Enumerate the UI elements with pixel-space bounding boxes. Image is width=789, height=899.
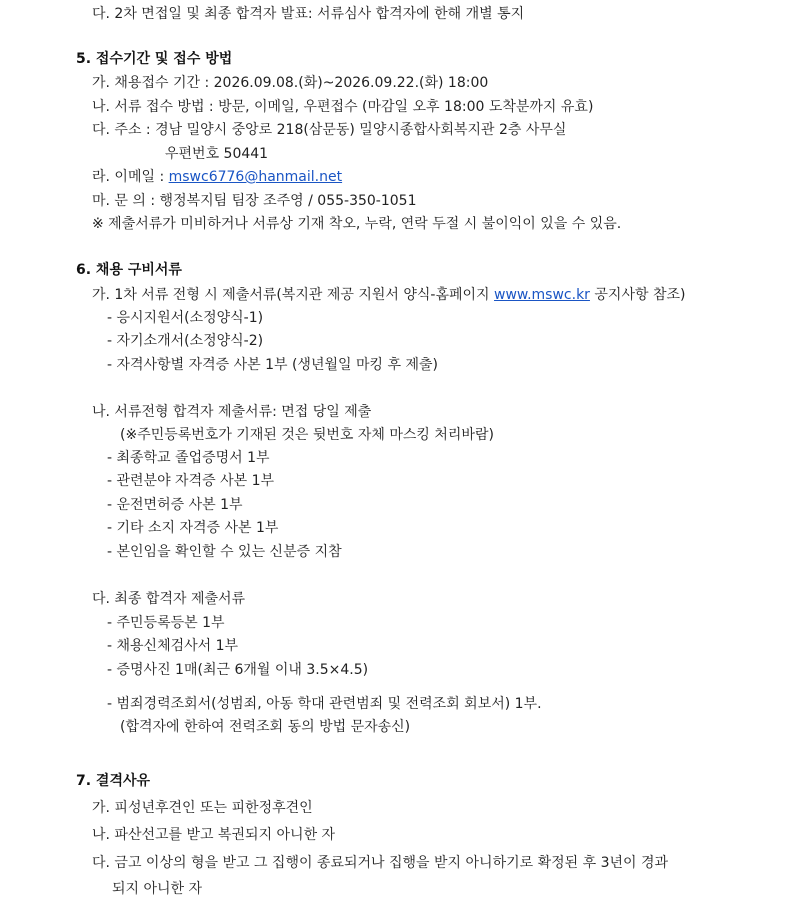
s6-c-note: (합격자에 한하여 전력조회 동의 방법 문자송신) (120, 719, 411, 735)
homepage-link[interactable]: www.mswc.kr (494, 287, 590, 303)
s5-item-d (92, 167, 342, 187)
list-item: - 범죄경력조회서(성범죄, 아동 학대 관련범죄 및 전력조회 회보서) 1부. (107, 696, 542, 712)
list-item: - 자기소개서(소정양식-2) (107, 333, 264, 349)
s4-item-c: 다. 2차 면접일 및 최종 합격자 발표: 서류심사 합격자에 한해 개별 통지 (92, 6, 525, 22)
s5-note: ※ 제출서류가 미비하거나 서류상 기재 착오, 누락, 연락 두절 시 불이익이 있을 수 있음. (92, 216, 622, 232)
list-item: - 증명사진 1매(최근 6개월 이내 3.5×4.5) (107, 662, 369, 678)
s6-b-note: (※주민등록번호가 기재된 것은 뒷번호 자체 마스킹 처리바람) (120, 427, 494, 443)
s7-item-a: 가. 피성년후견인 또는 피한정후견인 (92, 800, 313, 816)
list-item: - 관련분야 자격증 사본 1부 (107, 473, 274, 489)
s5-item-b: 나. 서류 접수 방법 : 방문, 이메일, 우편접수 (마감일 오후 18:00 도착분까지 유효) (92, 99, 594, 115)
s7-item-c-cont: 되지 아니한 자 (112, 881, 203, 897)
section-6-heading: 6. 채용 구비서류 (76, 262, 182, 278)
s6-item-b: 나. 서류전형 합격자 제출서류: 면접 당일 제출 (92, 404, 372, 420)
s6-item-a (92, 285, 685, 305)
email-label: 라. 이메일 : (92, 169, 169, 185)
s6-a-suffix: 공지사항 참조) (589, 287, 686, 303)
s5-item-a: 가. 채용접수 기간 : 2026.09.08.(화)~2026.09.22.(화) 18:00 (92, 75, 489, 91)
s5-postal-code: 우편번호 50441 (165, 146, 269, 162)
list-item: - 운전면허증 사본 1부 (107, 497, 243, 513)
section-7-heading: 7. 결격사유 (76, 773, 151, 789)
list-item: - 채용신체검사서 1부 (107, 638, 239, 654)
list-item: - 주민등록등본 1부 (107, 615, 225, 631)
list-item: - 기타 소지 자격증 사본 1부 (107, 520, 279, 536)
s5-item-c: 다. 주소 : 경남 밀양시 중앙로 218(삼문동) 밀양시종합사회복지관 2층 사무실 (92, 122, 567, 138)
list-item: - 자격사항별 자격증 사본 1부 (생년월일 마킹 후 제출) (107, 357, 438, 373)
section-5-heading: 5. 접수기간 및 접수 방법 (76, 51, 233, 67)
s6-a-prefix: 가. 1차 서류 전형 시 제출서류(복지관 제공 지원서 양식-홈페이지 (92, 287, 495, 303)
email-link[interactable]: mswc6776@hanmail.net (168, 169, 343, 185)
list-item: - 최종학교 졸업증명서 1부 (107, 450, 270, 466)
s5-item-e: 마. 문 의 : 행정복지팀 팀장 조주영 / 055-350-1051 (92, 193, 417, 209)
list-item: - 본인임을 확인할 수 있는 신분증 지참 (107, 544, 342, 560)
s6-item-c: 다. 최종 합격자 제출서류 (92, 591, 246, 607)
s7-item-c: 다. 금고 이상의 형을 받고 그 집행이 종료되거나 집행을 받지 아니하기로 확정된 후 3년이 경과 (92, 855, 669, 871)
s7-item-b: 나. 파산선고를 받고 복권되지 아니한 자 (92, 827, 336, 843)
list-item: - 응시지원서(소정양식-1) (107, 310, 264, 326)
